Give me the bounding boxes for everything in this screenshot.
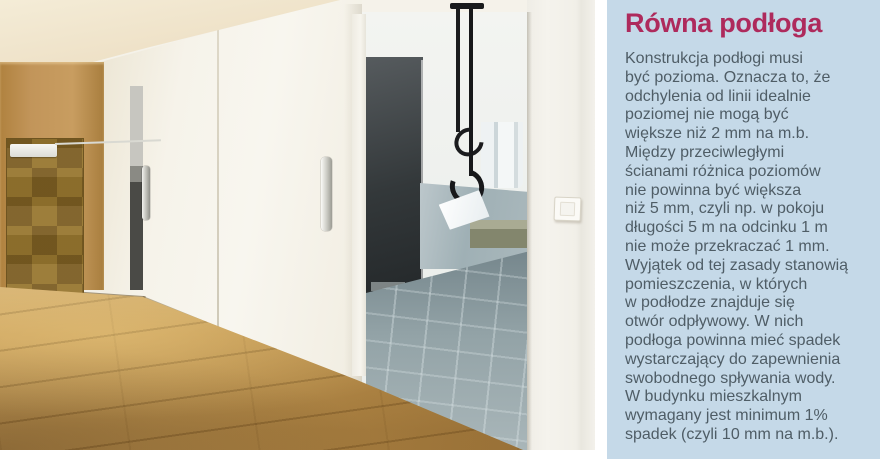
body-text-line: wystarczający do zapewnienia: [625, 350, 841, 368]
body-text-line: nie może przekraczać 1 mm.: [625, 237, 830, 255]
wooden-door-frame: [0, 62, 104, 290]
towel-rail-rod: [456, 8, 460, 132]
light-switch-rocker: [560, 202, 575, 217]
light-switch: [554, 197, 582, 222]
body-text-line: wymagany jest minimum 1%: [625, 407, 828, 425]
towel-rail-rod: [469, 8, 473, 176]
body-text-line: nie powinna być większa: [625, 181, 802, 199]
doorway-right-jamb-shadow: [527, 12, 532, 450]
dark-shower-enclosure: [366, 57, 423, 295]
body-text-line: być pozioma. Oznacza to, że: [625, 68, 831, 86]
body-text-line: Między przeciwległymi: [625, 143, 785, 161]
right-wall: [527, 0, 595, 450]
body-text-line: większe niż 2 mm na m.b.: [625, 125, 810, 143]
doorway-left-jamb: [352, 14, 366, 376]
body-text-line: pomieszczenia, w których: [625, 275, 808, 293]
body-text-line: podłoga powinna mieć spadek: [625, 331, 841, 349]
body-text-line: otwór odpływowy. W nich: [625, 313, 804, 331]
body-text-line: poziomej nie mogą być: [625, 106, 789, 124]
sliding-door-handle: [321, 157, 332, 231]
body-text-line: ścianami różnica poziomów: [625, 162, 821, 180]
info-panel: [607, 0, 880, 459]
hanging-towels: [481, 122, 523, 188]
body-text-line: Konstrukcja podłogi musi: [625, 50, 803, 67]
body-text-line: spadek (czyli 10 mm na m.b.).: [625, 425, 839, 443]
body-text-line: niż 5 mm, czyli np. w pokoju: [625, 200, 825, 218]
panel-title: Równa podłoga: [625, 8, 823, 38]
body-text-line: swobodnego spływania wody.: [625, 369, 836, 387]
sliding-door-handle: [142, 166, 150, 220]
body-text-line: W budynku mieszkalnym: [625, 388, 802, 406]
door-closer: [10, 144, 57, 157]
body-text: [625, 50, 848, 445]
bathroom-doorway: [357, 12, 530, 450]
body-text-line: Wyjątek od tej zasady stanowią: [625, 256, 849, 274]
body-text-line: w podłodze znajduje się: [625, 294, 795, 312]
body-text-line: długości 5 m na odcinku 1 m: [625, 219, 828, 237]
sliding-door-seam: [217, 30, 219, 327]
body-text-line: odchylenia od linii idealnie: [625, 87, 811, 105]
stone-washbasin-counter: [470, 220, 530, 248]
